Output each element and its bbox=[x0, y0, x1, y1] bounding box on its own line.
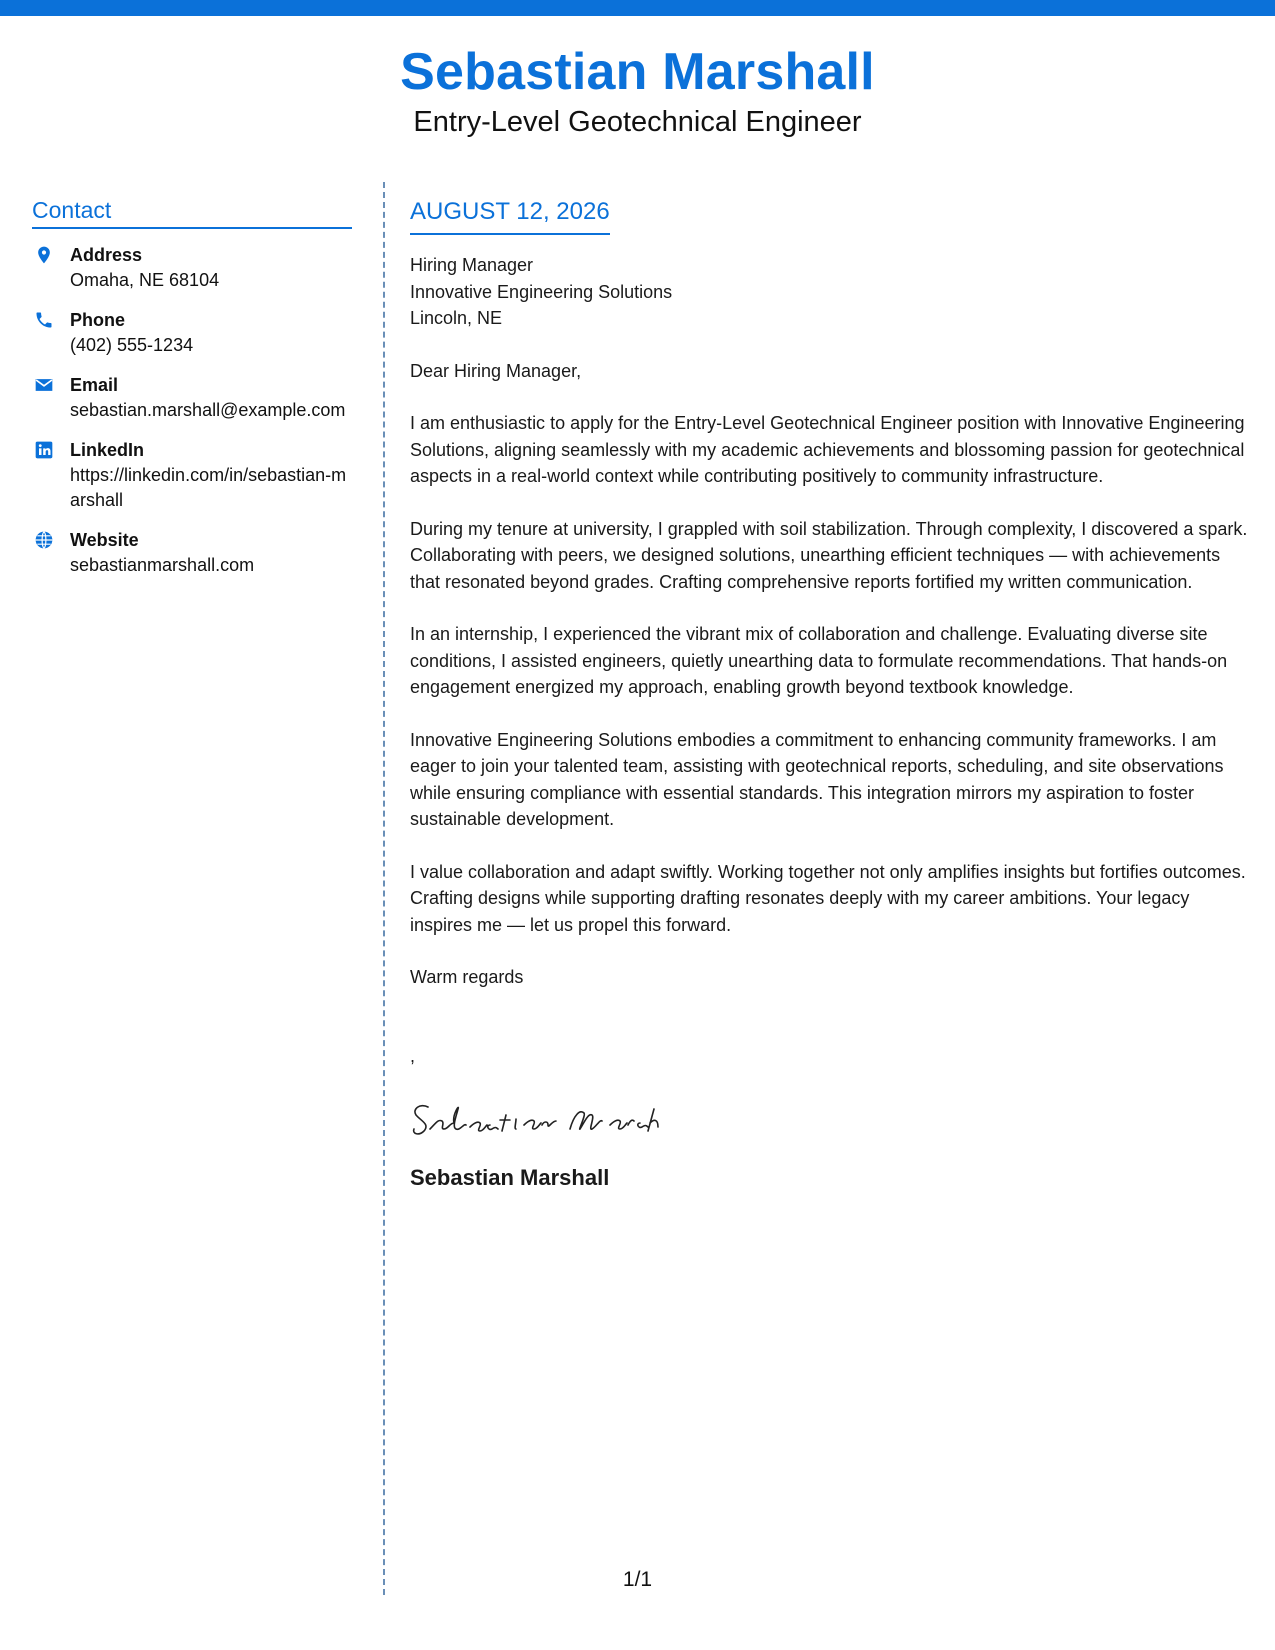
phone-value: (402) 555-1234 bbox=[70, 335, 194, 355]
contact-address bbox=[32, 243, 352, 293]
salutation: Dear Hiring Manager, bbox=[410, 360, 582, 381]
contact-email bbox=[32, 373, 352, 423]
letter-date: AUGUST 12, 2026 bbox=[410, 196, 610, 235]
map-pin-icon bbox=[34, 245, 54, 265]
recipient-location: Lincoln, NE bbox=[410, 308, 503, 328]
contact-sidebar bbox=[32, 196, 352, 578]
paragraph-4: Innovative Engineering Solutions embodies a commitment to enhancing community frameworks. I am eager to join your talented team, assisting with geotechnical reports, scheduling, and site observations while ensuring compliance with essential standards. This integration mirrors my aspiration to foster sustainable development. bbox=[410, 729, 1224, 829]
linkedin-label: LinkedIn bbox=[70, 440, 145, 460]
phone-label: Phone bbox=[70, 310, 126, 330]
address-value: Omaha, NE 68104 bbox=[70, 270, 220, 290]
paragraph-5: I value collaboration and adapt swiftly. Working together not only amplifies insights but fortifies outcomes. Crafting designs while supporting drafting resonates deeply with my career ambitions. Your legacy inspires me — let us propel this forward. bbox=[410, 861, 1246, 935]
letter-body bbox=[410, 196, 1250, 1193]
handwritten-signature bbox=[410, 1089, 1250, 1149]
page-header bbox=[0, 38, 1275, 140]
page-number: 1/1 bbox=[622, 1568, 653, 1591]
paragraph-3: In an internship, I experienced the vibrant mix of collaboration and challenge. Evaluating diverse site conditions, I assisted engineers, quietly unearthing data to formulate recommendations. That hands-on engagement energized my approach, enabling growth beyond textbook knowledge. bbox=[410, 624, 1228, 697]
top-accent-bar bbox=[0, 0, 1275, 16]
globe-icon bbox=[34, 530, 54, 550]
address-label: Address bbox=[70, 245, 143, 265]
linkedin-value[interactable]: https://linkedin.com/in/sebastian-marshall bbox=[70, 465, 347, 510]
closing: Warm regards bbox=[410, 967, 524, 987]
recipient-company: Innovative Engineering Solutions bbox=[410, 281, 673, 302]
signature-image bbox=[410, 1089, 680, 1149]
phone-icon bbox=[34, 310, 54, 330]
website-value[interactable]: sebastianmarshall.com bbox=[70, 555, 255, 575]
applicant-role: Entry-Level Geotechnical Engineer bbox=[413, 106, 862, 138]
paragraph-2: During my tenure at university, I grappled with soil stabilization. Through complexity, I discovered a spark. Collaborating with peers, we designed solutions, unearthing efficient techniques — with achievements that resonated beyond grades. Crafting comprehensive reports fortified my written communication. bbox=[410, 518, 1248, 592]
website-label: Website bbox=[70, 530, 139, 550]
contact-phone bbox=[32, 308, 352, 358]
email-value[interactable]: sebastian.marshall@example.com bbox=[70, 400, 346, 420]
column-divider bbox=[383, 182, 385, 1595]
contact-website bbox=[32, 528, 352, 578]
email-label: Email bbox=[70, 375, 119, 395]
closing-comma: , bbox=[410, 1045, 416, 1066]
signer-name: Sebastian Marshall bbox=[410, 1165, 610, 1190]
paragraph-1: I am enthusiastic to apply for the Entry-Level Geotechnical Engineer position with Innovative Engineering Solutions, aligning seamlessly with my academic achievements and blossoming passion for geotechnical aspects in a real-world context while contributing positively to community infrastructure. bbox=[410, 413, 1245, 486]
contact-heading: Contact bbox=[32, 196, 352, 229]
envelope-icon bbox=[34, 375, 54, 395]
recipient-block bbox=[410, 252, 1250, 332]
recipient-title: Hiring Manager bbox=[410, 255, 534, 275]
applicant-name: Sebastian Marshall bbox=[400, 43, 875, 101]
linkedin-icon bbox=[34, 440, 54, 460]
contact-linkedin bbox=[32, 438, 352, 513]
